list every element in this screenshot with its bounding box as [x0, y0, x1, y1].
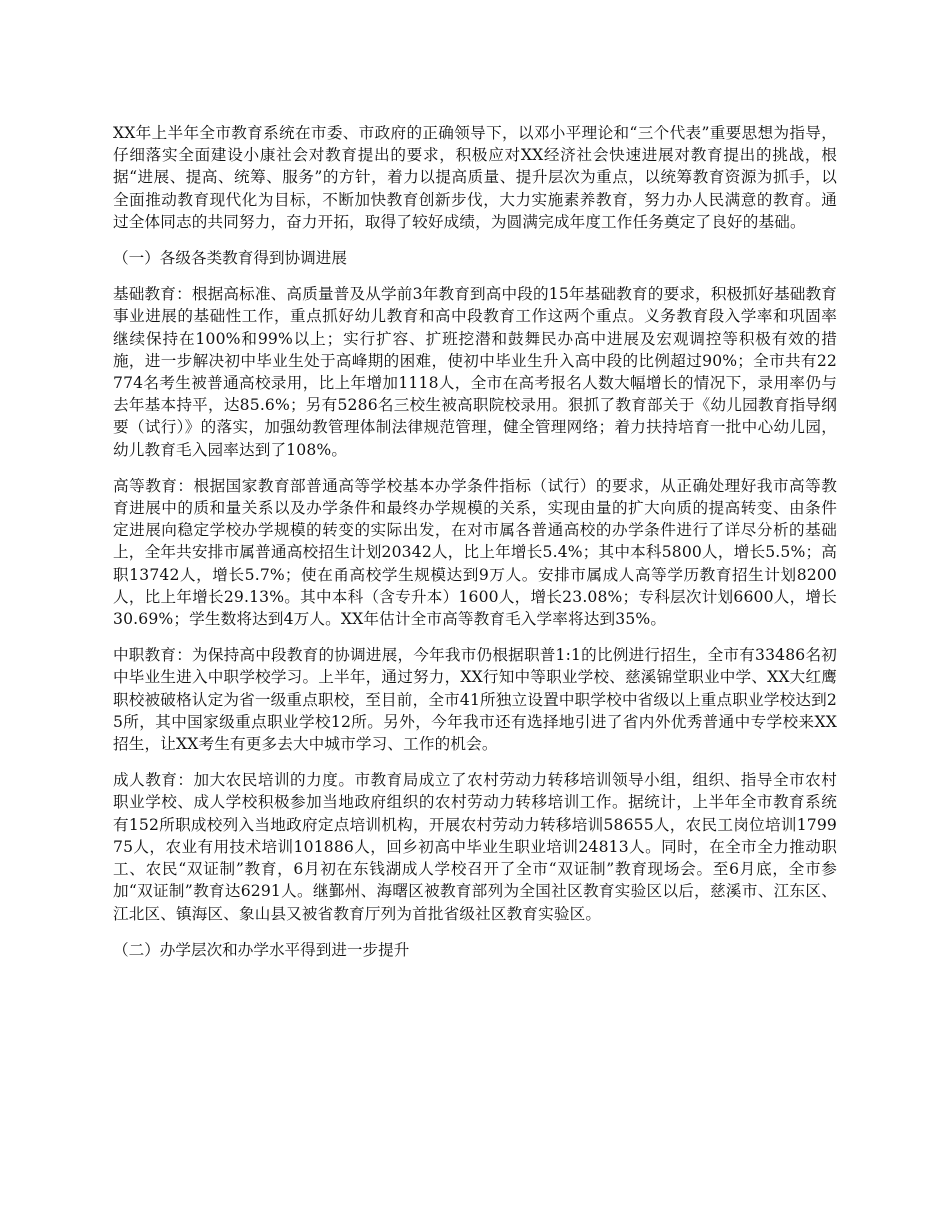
higher-education-paragraph: 高等教育：根据国家教育部普通高等学校基本办学条件指标（试行）的要求，从正确处理好我市高等教育进展中的质和量关系以及办学条件和最终办学规模的关系，实现由量的扩大向质的提高转变、由条件定进展向稳定学校办学规模的转变的实际出发，在对市属各普通高校的办学条件进行了详尽分析的基础上，全年共安排市属普通高校招生计划20342人，比上年增长5.4%；其中本科5800人，增长5.5%；高职13742人，增长5.7%；使在甬高校学生规模达到9万人。安排市属成人高等学历教育招生计划8200人，比上年增长29.13%。其中本科（含专升本）1600人，增长23.08%；专科层次计划6600人，增长30.69%；学生数将达到4万人。XX年估计全市高等教育毛入学率将达到35%。: [113, 476, 837, 629]
intro-paragraph: XX年上半年全市教育系统在市委、市政府的正确领导下，以邓小平理论和“三个代表”重要思想为指导，仔细落实全面建设小康社会对教育提出的要求，积极应对XX经济社会快速进展对教育提出的挑战，根据“进展、提高、统筹、服务”的方针，着力以提高质量、提升层次为重点，以统筹教育资源为抓手，以全面推动教育现代化为目标，不断加快教育创新步伐，大力实施素养教育，努力办人民满意的教育。通过全体同志的共同努力，奋力开拓，取得了较好成绩，为圆满完成年度工作任务奠定了良好的基础。: [113, 124, 837, 231]
vocational-education-paragraph: 中职教育：为保持高中段教育的协调进展，今年我市仍根据职普1:1的比例进行招生，全市有33486名初中毕业生进入中职学校学习。上半年，通过努力，XX行知中等职业学校、慈溪锦堂职业中学、XX大红鹰职校被破格认定为省一级重点职校，至目前，全市41所独立设置中职学校中省级以上重点职业学校达到25所，其中国家级重点职业学校12所。另外，今年我市还有选择地引进了省内外优秀普通中专学校来XX招生，让XX考生有更多去大中城市学习、工作的机会。: [113, 646, 837, 754]
basic-education-paragraph: 基础教育：根据高标准、高质量普及从学前3年教育到高中段的15年基础教育的要求，积极抓好基础教育事业进展的基础性工作，重点抓好幼儿教育和高中段教育工作这两个重点。义务教育段入学率和巩固率继续保持在100%和99%以上；实行扩容、扩班挖潜和鼓舞民办高中进展及宏观调控等积极有效的措施，进一步解决初中毕业生处于高峰期的困难，使初中毕业生升入高中段的比例超过90%；全市共有22774名考生被普通高校录用，比上年增加1118人，全市在高考报名人数大幅增长的情况下，录用率仍与去年基本持平，达85.6%；另有5286名三校生被高职院校录用。狠抓了教育部关于《幼儿园教育指导纲要（试行）》的落实，加强幼教管理体制法律规范管理，健全管理网络；着力扶持培育一批中心幼儿园，幼儿教育毛入园率达到了108%。: [113, 285, 837, 459]
adult-education-paragraph: 成人教育：加大农民培训的力度。市教育局成立了农村劳动力转移培训领导小组，组织、指导全市农村职业学校、成人学校积极参加当地政府组织的农村劳动力转移培训工作。据统计，上半年全市教育系统有152所职成校列入当地政府定点培训机构，开展农村劳动力转移培训58655人，农民工岗位培训179975人，农业有用技术培训101886人，回乡初高中毕业生职业培训24813人。同时，在全市全力推动职工、农民“双证制”教育，6月初在东钱湖成人学校召开了全市“双证制”教育现场会。至6月底，全市参加“双证制”教育达6291人。继鄞州、海曙区被教育部列为全国社区教育实验区以后，慈溪市、江东区、江北区、镇海区、象山县又被省教育厅列为首批省级社区教育实验区。: [113, 771, 837, 923]
section-heading-1: （一）各级各类教育得到协调进展: [113, 249, 347, 268]
document-page: [113, 122, 837, 975]
section-heading-2: （二）办学层次和办学水平得到进一步提升: [113, 940, 410, 959]
